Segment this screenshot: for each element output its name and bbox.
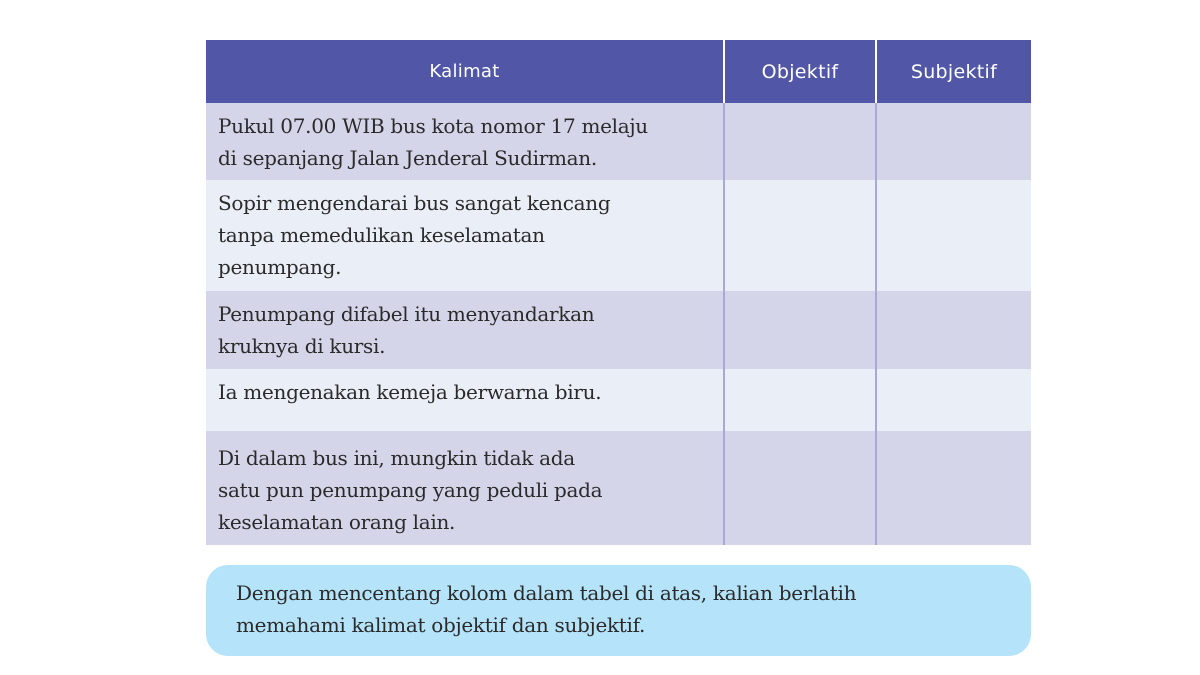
sentence-line: kruknya di kursi. xyxy=(218,334,386,358)
sentence-line: Penumpang difabel itu menyandarkan xyxy=(218,302,595,326)
objektif-check-cell[interactable] xyxy=(724,369,876,431)
table xyxy=(206,40,1031,545)
sentence-line: penumpang. xyxy=(218,255,342,279)
subjektif-check-cell[interactable] xyxy=(876,369,1031,431)
sentence-line: di sepanjang Jalan Jenderal Sudirman. xyxy=(218,146,597,170)
objektif-check-cell[interactable] xyxy=(724,431,876,545)
sentence-line: Ia mengenakan kemeja berwarna biru. xyxy=(218,380,602,404)
sentence-cell xyxy=(206,431,724,545)
table-row xyxy=(206,291,1031,369)
sentence-line: satu pun penumpang yang peduli pada xyxy=(218,478,603,502)
header-subjektif: Subjektif xyxy=(876,40,1031,103)
objektif-check-cell[interactable] xyxy=(724,180,876,291)
sentence-line: Pukul 07.00 WIB bus kota nomor 17 melaju xyxy=(218,114,648,138)
sentence-cell xyxy=(206,103,724,180)
sentence-line: tanpa memedulikan keselamatan xyxy=(218,223,545,247)
table-row xyxy=(206,369,1031,431)
instruction-note xyxy=(206,565,1031,656)
sentence-cell xyxy=(206,180,724,291)
header-objektif: Objektif xyxy=(724,40,876,103)
subjektif-check-cell[interactable] xyxy=(876,180,1031,291)
header-kalimat: Kalimat xyxy=(206,40,724,103)
header-row xyxy=(206,40,1031,103)
note-line: memahami kalimat objektif dan subjektif. xyxy=(236,613,646,637)
objektif-check-cell[interactable] xyxy=(724,103,876,180)
sentence-cell xyxy=(206,369,724,431)
sentence-line: Di dalam bus ini, mungkin tidak ada xyxy=(218,446,575,470)
subjektif-check-cell[interactable] xyxy=(876,291,1031,369)
subjektif-check-cell[interactable] xyxy=(876,431,1031,545)
sentence-line: Sopir mengendarai bus sangat kencang xyxy=(218,191,611,215)
table-row xyxy=(206,103,1031,180)
table-row xyxy=(206,180,1031,291)
sentence-line: keselamatan orang lain. xyxy=(218,510,456,534)
note-line: Dengan mencentang kolom dalam tabel di atas, kalian berlatih xyxy=(236,581,857,605)
objektif-check-cell[interactable] xyxy=(724,291,876,369)
table-row xyxy=(206,431,1031,545)
sentence-classification-table xyxy=(206,40,1031,545)
sentence-cell xyxy=(206,291,724,369)
subjektif-check-cell[interactable] xyxy=(876,103,1031,180)
